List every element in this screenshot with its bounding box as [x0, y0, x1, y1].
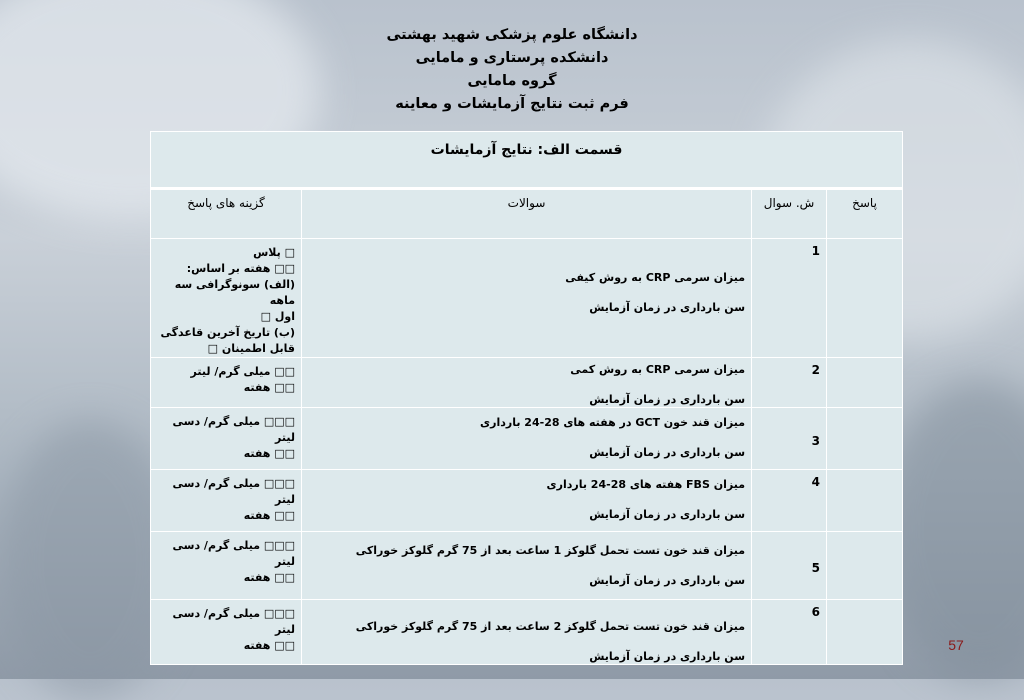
option-line: □□□ میلی گرم/ دسی لیتر [172, 539, 296, 568]
option-line: □□ هفته [243, 509, 296, 522]
question-text: میزان سرمی CRP به روش کمی [570, 363, 746, 376]
answer-options [151, 358, 302, 408]
option-line: □□ میلی گرم/ لیتر [190, 365, 296, 378]
column-answer-options: گزینه های پاسخ [151, 189, 302, 239]
option-line: اول □ [260, 310, 296, 323]
option-line: □□ هفته [243, 639, 296, 652]
table-row [151, 600, 903, 665]
answer-options [151, 470, 302, 532]
answer-cell[interactable] [827, 470, 903, 532]
answer-options [151, 532, 302, 600]
answer-cell[interactable] [827, 239, 903, 358]
question-number: 3 [752, 408, 827, 470]
option-line: □ پلاس [253, 246, 296, 259]
section-title: قسمت الف: نتایج آزمایشات [151, 132, 903, 189]
results-table [150, 131, 902, 665]
option-line: □□ هفته بر اساس: [186, 262, 296, 275]
table-row [151, 470, 903, 532]
question-number: 2 [752, 358, 827, 408]
option-line: (الف) سونوگرافی سه ماهه [174, 278, 296, 307]
answer-cell[interactable] [827, 408, 903, 470]
answer-options [151, 600, 302, 665]
document-header [0, 24, 1024, 116]
option-line: □□ هفته [243, 571, 296, 584]
question-text: میزان قند خون تست تحمل گلوکز 1 ساعت بعد از 75 گرم گلوکز خوراکی [355, 544, 746, 557]
table-row [151, 532, 903, 600]
question-text: سن بارداری در زمان آزمایش [589, 650, 746, 663]
question-number: 5 [752, 532, 827, 600]
option-line: □□□ میلی گرم/ دسی لیتر [172, 607, 296, 636]
faculty-name: دانشکده پرستاری و مامایی [415, 50, 609, 66]
answer-cell[interactable] [827, 600, 903, 665]
question-cell [302, 358, 752, 408]
answer-options [151, 239, 302, 358]
question-number: 1 [752, 239, 827, 358]
question-cell [302, 600, 752, 665]
answer-cell[interactable] [827, 532, 903, 600]
option-line: □□□ میلی گرم/ دسی لیتر [172, 477, 296, 506]
question-cell [302, 532, 752, 600]
column-questions: سوالات [302, 189, 752, 239]
question-text: میزان FBS هفته های 28-24 بارداری [546, 478, 746, 491]
question-text: سن بارداری در زمان آزمایش [589, 508, 746, 521]
answer-cell[interactable] [827, 358, 903, 408]
question-text: سن بارداری در زمان آزمایش [589, 301, 746, 314]
page-number: 57 [948, 637, 964, 653]
question-text: میزان قند خون تست تحمل گلوکز 2 ساعت بعد از 75 گرم گلوکز خوراکی [355, 620, 746, 633]
table-header-row [151, 189, 903, 239]
option-line: قابل اطمینان □ [207, 342, 296, 355]
answer-options [151, 408, 302, 470]
option-line: □□□ میلی گرم/ دسی لیتر [172, 415, 296, 444]
form-title: فرم ثبت نتایج آزمایشات و معاینه [395, 96, 629, 112]
option-line: (ب) تاریخ آخرین قاعدگی [160, 326, 296, 339]
question-number: 4 [752, 470, 827, 532]
question-text: سن بارداری در زمان آزمایش [589, 393, 746, 406]
question-text: میزان قند خون GCT در هفته های 28-24 بارداری [480, 416, 746, 429]
table-row [151, 408, 903, 470]
question-text: میزان سرمی CRP به روش کیفی [565, 271, 746, 284]
table-row [151, 358, 903, 408]
university-name: دانشگاه علوم پزشکی شهید بهشتی [386, 27, 638, 43]
table-row [151, 239, 903, 358]
column-question-number: ش. سوال [752, 189, 827, 239]
question-cell [302, 470, 752, 532]
column-answer: پاسخ [827, 189, 903, 239]
department-name: گروه مامایی [467, 73, 557, 89]
option-line: □□ هفته [243, 447, 296, 460]
question-number: 6 [752, 600, 827, 665]
question-text: سن بارداری در زمان آزمایش [589, 446, 746, 459]
option-line: □□ هفته [243, 381, 296, 394]
question-text: سن بارداری در زمان آزمایش [589, 574, 746, 587]
question-cell [302, 408, 752, 470]
question-cell [302, 239, 752, 358]
